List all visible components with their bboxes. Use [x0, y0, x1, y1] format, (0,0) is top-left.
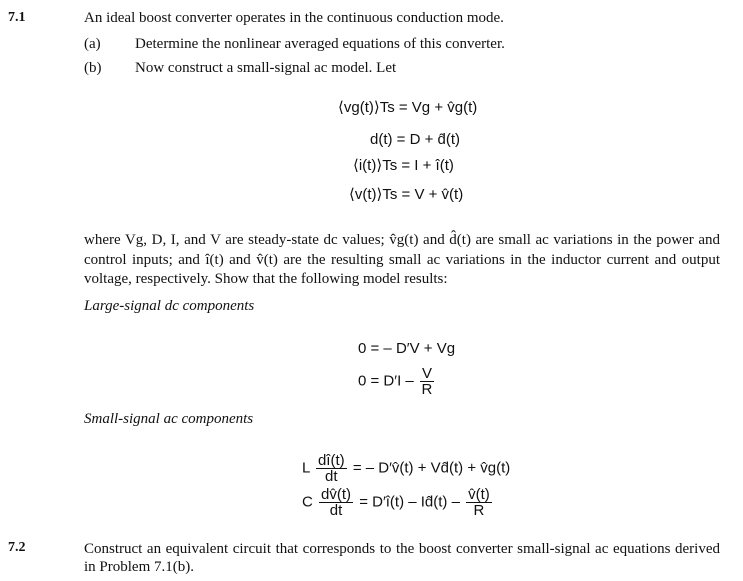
ac-eq-2-denominator-2: R	[473, 502, 485, 519]
large-signal-heading: Large-signal dc components	[84, 298, 255, 314]
dc-eq-2-lhs: 0 = D′I –	[358, 372, 414, 390]
part-b-text: Now construct a small-signal ac model. Let	[135, 60, 397, 76]
small-signal-heading: Small-signal ac components	[84, 411, 254, 427]
problem-number-7-1: 7.1	[8, 10, 26, 25]
dc-eq-2	[358, 366, 436, 397]
dc-eq-2-denominator: R	[421, 381, 433, 398]
part-a-label: (a)	[84, 36, 101, 52]
perturb-eq-d: d(t) = D + d̂(t)	[370, 131, 461, 148]
ac-eq-2-numerator: dv̂(t)	[321, 486, 352, 503]
problem-number-7-2: 7.2	[8, 540, 26, 555]
ac-eq-2-denominator: dt	[329, 502, 343, 519]
ac-eq-2-numerator-2: v̂(t)	[468, 486, 490, 503]
ac-eq-1	[302, 453, 510, 484]
ac-eq-2	[302, 487, 494, 518]
problem-72-text: Construct an equivalent circuit that corresponds to the boost converter small-signal ac equations derived in Problem 7.1(b).	[84, 541, 720, 575]
part-a-text: Determine the nonlinear averaged equations of this converter.	[135, 36, 505, 52]
perturb-eq-i: ⟨i(t)⟩Ts = I + î(t)	[353, 157, 454, 174]
ac-eq-1-rhs: = – D′v̂(t) + Vd̂(t) + v̂g(t)	[352, 459, 511, 477]
dc-eq-2-numerator: V	[421, 365, 432, 382]
ac-eq-2-coef: C	[302, 493, 313, 511]
ac-eq-1-denominator: dt	[325, 468, 338, 485]
ac-eq-2-fraction-2	[466, 487, 492, 518]
dc-eq-2-fraction	[420, 366, 434, 397]
ac-eq-2-fraction	[319, 487, 353, 518]
ac-eq-1-coef: L	[302, 459, 310, 477]
dc-eq-1: 0 = – D′V + Vg	[358, 340, 456, 357]
ac-eq-1-fraction	[316, 453, 347, 484]
ac-eq-2-rhs: = D′î(t) – Id̂(t) –	[359, 493, 460, 511]
problem-intro: An ideal boost converter operates in the continuous conduction mode.	[84, 10, 504, 26]
perturb-eq-vg: ⟨vg(t)⟩Ts = Vg + v̂g(t)	[338, 99, 478, 116]
where-paragraph: where Vg, D, I, and V are steady-state dc values; v̂g(t) and d̂(t) are small ac variations in the power and control inputs; and î(t) and v̂(t) are the resulting small ac variations in the inductor current and output voltage, respectively. Show that the following model results:	[84, 232, 720, 287]
ac-eq-1-numerator: dî(t)	[317, 452, 345, 469]
part-b-label: (b)	[84, 60, 102, 76]
perturb-eq-v: ⟨v(t)⟩Ts = V + v̂(t)	[349, 186, 464, 203]
